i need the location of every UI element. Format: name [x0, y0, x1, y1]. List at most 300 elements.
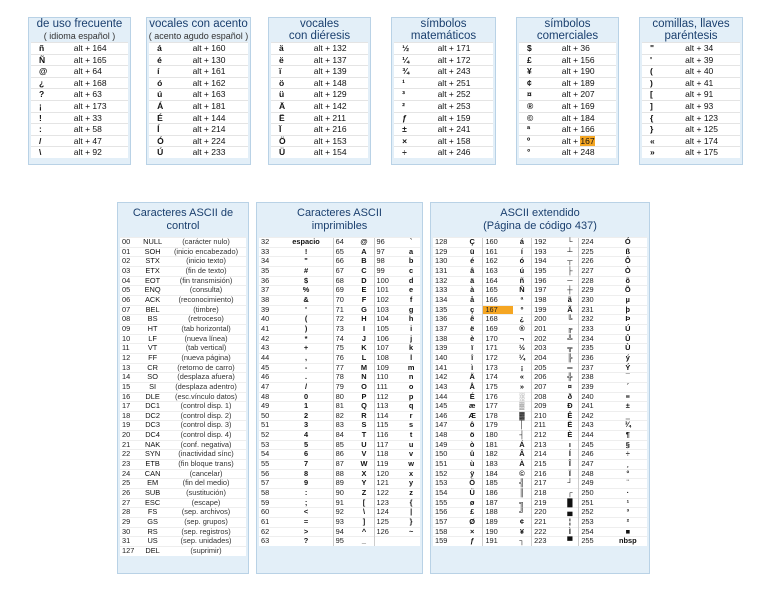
char-cell: ^ [354, 527, 374, 537]
table-row [394, 77, 493, 89]
table-row [120, 431, 246, 441]
table-row [519, 66, 616, 78]
card-header [640, 18, 742, 42]
char-cell: Ù [609, 344, 647, 354]
char-cell: ) [642, 77, 683, 89]
description-cell: (control disp. 2) [166, 411, 246, 421]
table-row [31, 66, 128, 78]
code-cell: 95 [333, 537, 354, 546]
description-cell: (inactividad sínc) [166, 450, 246, 460]
code-cell: 18 [120, 411, 139, 421]
table-row [259, 402, 420, 412]
char-cell: ò [462, 440, 483, 450]
code-cell: 199 [532, 305, 562, 315]
char-cell: 5 [279, 440, 333, 450]
description-cell: (tab horizontal) [166, 324, 246, 334]
char-cell: O [354, 382, 374, 392]
char-cell: © [513, 469, 532, 479]
card-subtitle: comerciales [536, 30, 599, 42]
char-cell: ÿ [462, 469, 483, 479]
code-cell: 26 [120, 489, 139, 499]
code-cell: 70 [333, 295, 354, 305]
char-cell: ® [513, 324, 532, 334]
table-row [642, 89, 740, 101]
char-cell: L [354, 353, 374, 363]
code-cell: 129 [433, 247, 462, 257]
char-cell: ¨ [609, 479, 647, 489]
table-row [433, 402, 647, 412]
char-cell: ¿ [31, 77, 72, 89]
code-cell: 244 [579, 431, 609, 441]
char-cell: å [462, 295, 483, 305]
char-cell: C [354, 266, 374, 276]
char-cell: ■ [609, 527, 647, 537]
char-cell: º [519, 135, 560, 147]
code-cell: 170 [483, 334, 513, 344]
alt-code-cell: alt + 148 [312, 77, 368, 89]
code-cell: 73 [333, 324, 354, 334]
alt-code-cell: alt + 181 [191, 100, 248, 112]
table-row [149, 66, 248, 78]
char-cell: Â [513, 450, 532, 460]
table-row [259, 238, 420, 248]
char-cell: ╚ [561, 315, 578, 325]
char-cell: ÷ [394, 147, 436, 158]
table-row [433, 518, 647, 528]
table-row [259, 353, 420, 363]
code-cell: 208 [532, 392, 562, 402]
char-cell: ¼ [513, 353, 532, 363]
char-cell: ¹ [394, 77, 436, 89]
char-cell: É [149, 112, 191, 124]
code-cell: 119 [374, 460, 402, 470]
description-cell: (nueva página) [166, 353, 246, 363]
char-cell: } [642, 124, 683, 136]
code-cell: 94 [333, 527, 354, 537]
code-cell: 224 [579, 238, 609, 248]
char-cell: ╬ [561, 373, 578, 383]
code-cell: 112 [374, 392, 402, 402]
code-cell: 92 [333, 508, 354, 518]
code-cell: 39 [259, 305, 279, 315]
card-header [392, 18, 495, 42]
char-cell: Ö [271, 135, 312, 147]
code-cell: 72 [333, 315, 354, 325]
char-cell: É [462, 392, 483, 402]
code-cell: 27 [120, 498, 139, 508]
table-row [120, 257, 246, 267]
char-cell: Ã [561, 305, 578, 315]
code-cell: 241 [579, 402, 609, 412]
alt-code-cell: alt + 248 [560, 147, 616, 158]
char-cell: ╩ [561, 334, 578, 344]
char-cell: Î [561, 460, 578, 470]
code-cell: 01 [120, 247, 139, 257]
alt-code-cell: alt + 142 [312, 100, 368, 112]
char-cell: z [402, 489, 420, 499]
alt-code-cell: alt + 172 [436, 54, 493, 66]
char-cell: § [609, 440, 647, 450]
code-cell: 127 [120, 547, 139, 556]
table-row [120, 324, 246, 334]
card-ascii-extendido [430, 202, 650, 574]
char-cell: { [402, 498, 420, 508]
table-row [120, 382, 246, 392]
char-cell: ³ [394, 89, 436, 101]
char-cell: ¯ [609, 373, 647, 383]
alt-code-cell: alt + 171 [436, 43, 493, 55]
table-row [120, 344, 246, 354]
char-cell: Ú [149, 147, 191, 158]
char-cell: ö [271, 77, 312, 89]
code-cell: 243 [579, 421, 609, 431]
char-cell: _ [354, 537, 374, 546]
char-cell: A [354, 247, 374, 257]
char-cell: æ [462, 402, 483, 412]
abbrev-cell: DC1 [139, 402, 166, 412]
char-cell: o [402, 382, 420, 392]
char-cell: 1 [279, 402, 333, 412]
char-cell: ! [31, 112, 72, 124]
char-cell: ¹ [609, 498, 647, 508]
description-cell: (fin transmisión) [166, 276, 246, 286]
code-cell: 110 [374, 373, 402, 383]
table-row [259, 295, 420, 305]
code-cell: 58 [259, 489, 279, 499]
code-cell: 65 [333, 247, 354, 257]
code-cell: 254 [579, 527, 609, 537]
code-cell: 252 [579, 508, 609, 518]
char-cell: u [402, 440, 420, 450]
char-cell: Á [513, 440, 532, 450]
code-cell: 37 [259, 286, 279, 296]
char-cell: G [354, 305, 374, 315]
char-cell: # [279, 266, 333, 276]
char-cell: ª [519, 124, 560, 136]
code-cell: 242 [579, 411, 609, 421]
char-cell: ï [462, 344, 483, 354]
alt-code-cell: alt + 169 [560, 100, 616, 112]
code-cell: 102 [374, 295, 402, 305]
code-cell: 188 [483, 508, 513, 518]
code-cell: 91 [333, 498, 354, 508]
alt-code-cell: alt + 207 [560, 89, 616, 101]
card-header [257, 203, 422, 233]
char-cell: ± [609, 402, 647, 412]
char-cell: ║ [513, 489, 532, 499]
card-subtitle: control [166, 220, 200, 232]
char-cell: Ï [271, 124, 312, 136]
table-row [642, 77, 740, 89]
char-cell: é [462, 257, 483, 267]
char-cell: @ [31, 66, 72, 78]
code-cell: 45 [259, 363, 279, 373]
description-cell: (inicio texto) [166, 257, 246, 267]
char-cell: Õ [609, 286, 647, 296]
table-row [259, 315, 420, 325]
alt-code-table [394, 42, 493, 158]
table-row [433, 286, 647, 296]
code-cell [374, 537, 402, 546]
char-cell: Z [354, 489, 374, 499]
description-cell: (retroceso) [166, 315, 246, 325]
code-cell: 14 [120, 373, 139, 383]
char-cell: Ô [609, 257, 647, 267]
table-row [120, 295, 246, 305]
char-cell: Y [354, 479, 374, 489]
char-cell: q [402, 402, 420, 412]
highlighted-code: 167 [580, 135, 595, 146]
card-subtitle: ( acento agudo español ) [148, 31, 249, 41]
char-cell: = [279, 518, 333, 528]
code-cell: 198 [532, 295, 562, 305]
code-cell: 192 [532, 238, 562, 248]
char-cell: █ [561, 498, 578, 508]
char-cell: ô [462, 421, 483, 431]
char-cell: Ç [462, 238, 483, 248]
char-cell: ╠ [561, 353, 578, 363]
code-cell: 40 [259, 315, 279, 325]
code-cell: 214 [532, 450, 562, 460]
char-cell: Þ [609, 315, 647, 325]
abbrev-cell: SYN [139, 450, 166, 460]
char-cell: ° [609, 469, 647, 479]
abbrev-cell: FS [139, 508, 166, 518]
char-cell: > [279, 527, 333, 537]
code-cell: 116 [374, 431, 402, 441]
code-cell: 239 [579, 382, 609, 392]
char-cell: ñ [513, 276, 532, 286]
card-title: Caracteres ASCII de [132, 207, 234, 219]
alt-code-cell: alt + 36 [560, 43, 616, 55]
table-row [519, 147, 616, 158]
code-cell: 222 [532, 527, 562, 537]
char-cell: r [402, 411, 420, 421]
char-cell: ╗ [513, 498, 532, 508]
code-cell: 35 [259, 266, 279, 276]
code-cell: 05 [120, 286, 139, 296]
code-cell: 31 [120, 537, 139, 547]
code-cell: 103 [374, 305, 402, 315]
code-cell: 220 [532, 508, 562, 518]
code-cell: 136 [433, 315, 462, 325]
code-cell: 194 [532, 257, 562, 267]
char-cell: × [394, 135, 436, 147]
abbrev-cell: FF [139, 353, 166, 363]
char-cell: M [354, 363, 374, 373]
char-cell: 2 [279, 411, 333, 421]
table-row [271, 135, 368, 147]
code-cell: 74 [333, 334, 354, 344]
table-row [120, 518, 246, 528]
table-row [120, 276, 246, 286]
table-row [433, 489, 647, 499]
code-cell: 28 [120, 508, 139, 518]
code-cell: 67 [333, 266, 354, 276]
char-cell: î [462, 353, 483, 363]
abbrev-cell: NULL [139, 238, 166, 248]
abbrev-cell: SUB [139, 489, 166, 499]
char-cell: ` [402, 238, 420, 248]
abbrev-cell: VT [139, 344, 166, 354]
code-cell: 211 [532, 421, 562, 431]
card-title: ASCII extendido [500, 207, 580, 219]
abbrev-cell: US [139, 537, 166, 547]
code-cell: 80 [333, 392, 354, 402]
card-ascii-control [117, 202, 249, 574]
char-cell: E [354, 286, 374, 296]
code-cell: 34 [259, 257, 279, 267]
char-cell: Ä [462, 373, 483, 383]
table-row [519, 135, 616, 147]
code-cell: 33 [259, 247, 279, 257]
code-cell: 130 [433, 257, 462, 267]
char-cell: ¢ [513, 518, 532, 528]
char-cell: í [149, 66, 191, 78]
alt-code-cell: alt + 64 [72, 66, 128, 78]
code-cell: 121 [374, 479, 402, 489]
alt-code-table [31, 42, 128, 158]
char-cell: é [149, 54, 191, 66]
code-cell: 249 [579, 479, 609, 489]
code-cell: 50 [259, 411, 279, 421]
char-cell: û [462, 450, 483, 460]
table-row [259, 460, 420, 470]
char-cell: ( [279, 315, 333, 325]
char-cell: À [513, 460, 532, 470]
alt-code-cell: alt + 153 [312, 135, 368, 147]
code-cell: 158 [433, 527, 462, 537]
alt-code-cell: alt + 40 [683, 66, 740, 78]
char-cell: { [642, 112, 683, 124]
char-cell: w [402, 460, 420, 470]
alt-code-cell: alt + 184 [560, 112, 616, 124]
alt-code-cell: alt + 160 [191, 43, 248, 55]
code-cell: 139 [433, 344, 462, 354]
alt-code-table [271, 42, 368, 158]
char-cell: × [462, 527, 483, 537]
abbrev-cell: BS [139, 315, 166, 325]
alt-code-cell: alt + 175 [683, 147, 740, 158]
code-cell: 238 [579, 373, 609, 383]
code-cell: 169 [483, 324, 513, 334]
alt-code-cell [560, 135, 616, 147]
code-cell: 02 [120, 257, 139, 267]
alt-code-cell: alt + 63 [72, 89, 128, 101]
char-cell: ü [271, 89, 312, 101]
char-cell: £ [462, 508, 483, 518]
table-row [120, 402, 246, 412]
table-row [642, 54, 740, 66]
code-cell: 155 [433, 498, 462, 508]
alt-code-cell: alt + 211 [312, 112, 368, 124]
char-cell: ├ [561, 266, 578, 276]
abbrev-cell: BEL [139, 305, 166, 315]
table-row [433, 353, 647, 363]
description-cell: (suprimir) [166, 547, 246, 556]
code-cell: 255 [579, 537, 609, 546]
table-row [120, 479, 246, 489]
char-cell: [ [354, 498, 374, 508]
char-cell: U [354, 440, 374, 450]
code-cell: 132 [433, 276, 462, 286]
description-cell: (fin bloque trans) [166, 460, 246, 470]
code-cell: 131 [433, 266, 462, 276]
code-cell: 85 [333, 440, 354, 450]
code-cell: 237 [579, 363, 609, 373]
code-cell: 147 [433, 421, 462, 431]
char-cell: 8 [279, 469, 333, 479]
abbrev-cell: CAN [139, 469, 166, 479]
alt-code-cell: alt + 41 [683, 77, 740, 89]
table-row [149, 100, 248, 112]
code-cell: 191 [483, 537, 513, 546]
char-cell: ä [462, 276, 483, 286]
table-row [259, 518, 420, 528]
char-cell: ¶ [609, 431, 647, 441]
table-row [394, 124, 493, 136]
card-vocales-dieresis [268, 17, 371, 165]
char-cell: Ü [271, 147, 312, 158]
char-cell: Å [462, 382, 483, 392]
card-title: Caracteres ASCII [297, 207, 382, 219]
char-cell: ( [642, 66, 683, 78]
char-cell: ¥ [513, 527, 532, 537]
code-cell: 41 [259, 324, 279, 334]
table-row [259, 431, 420, 441]
char-cell: ) [279, 324, 333, 334]
char-cell: Q [354, 402, 374, 412]
abbrev-cell: DC4 [139, 431, 166, 441]
code-cell: 09 [120, 324, 139, 334]
code-cell: 138 [433, 334, 462, 344]
char-cell: ø [462, 498, 483, 508]
char-cell: ▄ [561, 508, 578, 518]
alt-code-cell: alt + 241 [436, 124, 493, 136]
table-row [31, 77, 128, 89]
code-cell: 101 [374, 286, 402, 296]
char-cell: | [402, 508, 420, 518]
code-cell: 56 [259, 469, 279, 479]
table-row [271, 147, 368, 158]
char-cell: ü [462, 247, 483, 257]
char-cell: R [354, 411, 374, 421]
char-cell: , [279, 353, 333, 363]
char-cell: ┼ [561, 286, 578, 296]
card-title: comillas, llaves [652, 18, 730, 30]
code-cell: 226 [579, 257, 609, 267]
abbrev-cell: SO [139, 373, 166, 383]
code-cell: 90 [333, 489, 354, 499]
char-cell: µ [609, 295, 647, 305]
description-cell: (inicio encabezado) [166, 247, 246, 257]
char-cell: espacio [279, 238, 333, 248]
char-cell: ¦ [561, 518, 578, 528]
code-cell: 82 [333, 411, 354, 421]
char-cell: · [609, 489, 647, 499]
card-vocales-acento [146, 17, 251, 165]
card-uso-frecuente [28, 17, 131, 165]
description-cell: (control disp. 4) [166, 431, 246, 441]
code-cell: 233 [579, 324, 609, 334]
char-cell: W [354, 460, 374, 470]
table-row [394, 100, 493, 112]
description-cell: (carácter nulo) [166, 238, 246, 248]
code-cell: 107 [374, 344, 402, 354]
char-cell: á [149, 43, 191, 55]
char-cell: ¿ [513, 315, 532, 325]
char-cell: ¥ [519, 66, 560, 78]
